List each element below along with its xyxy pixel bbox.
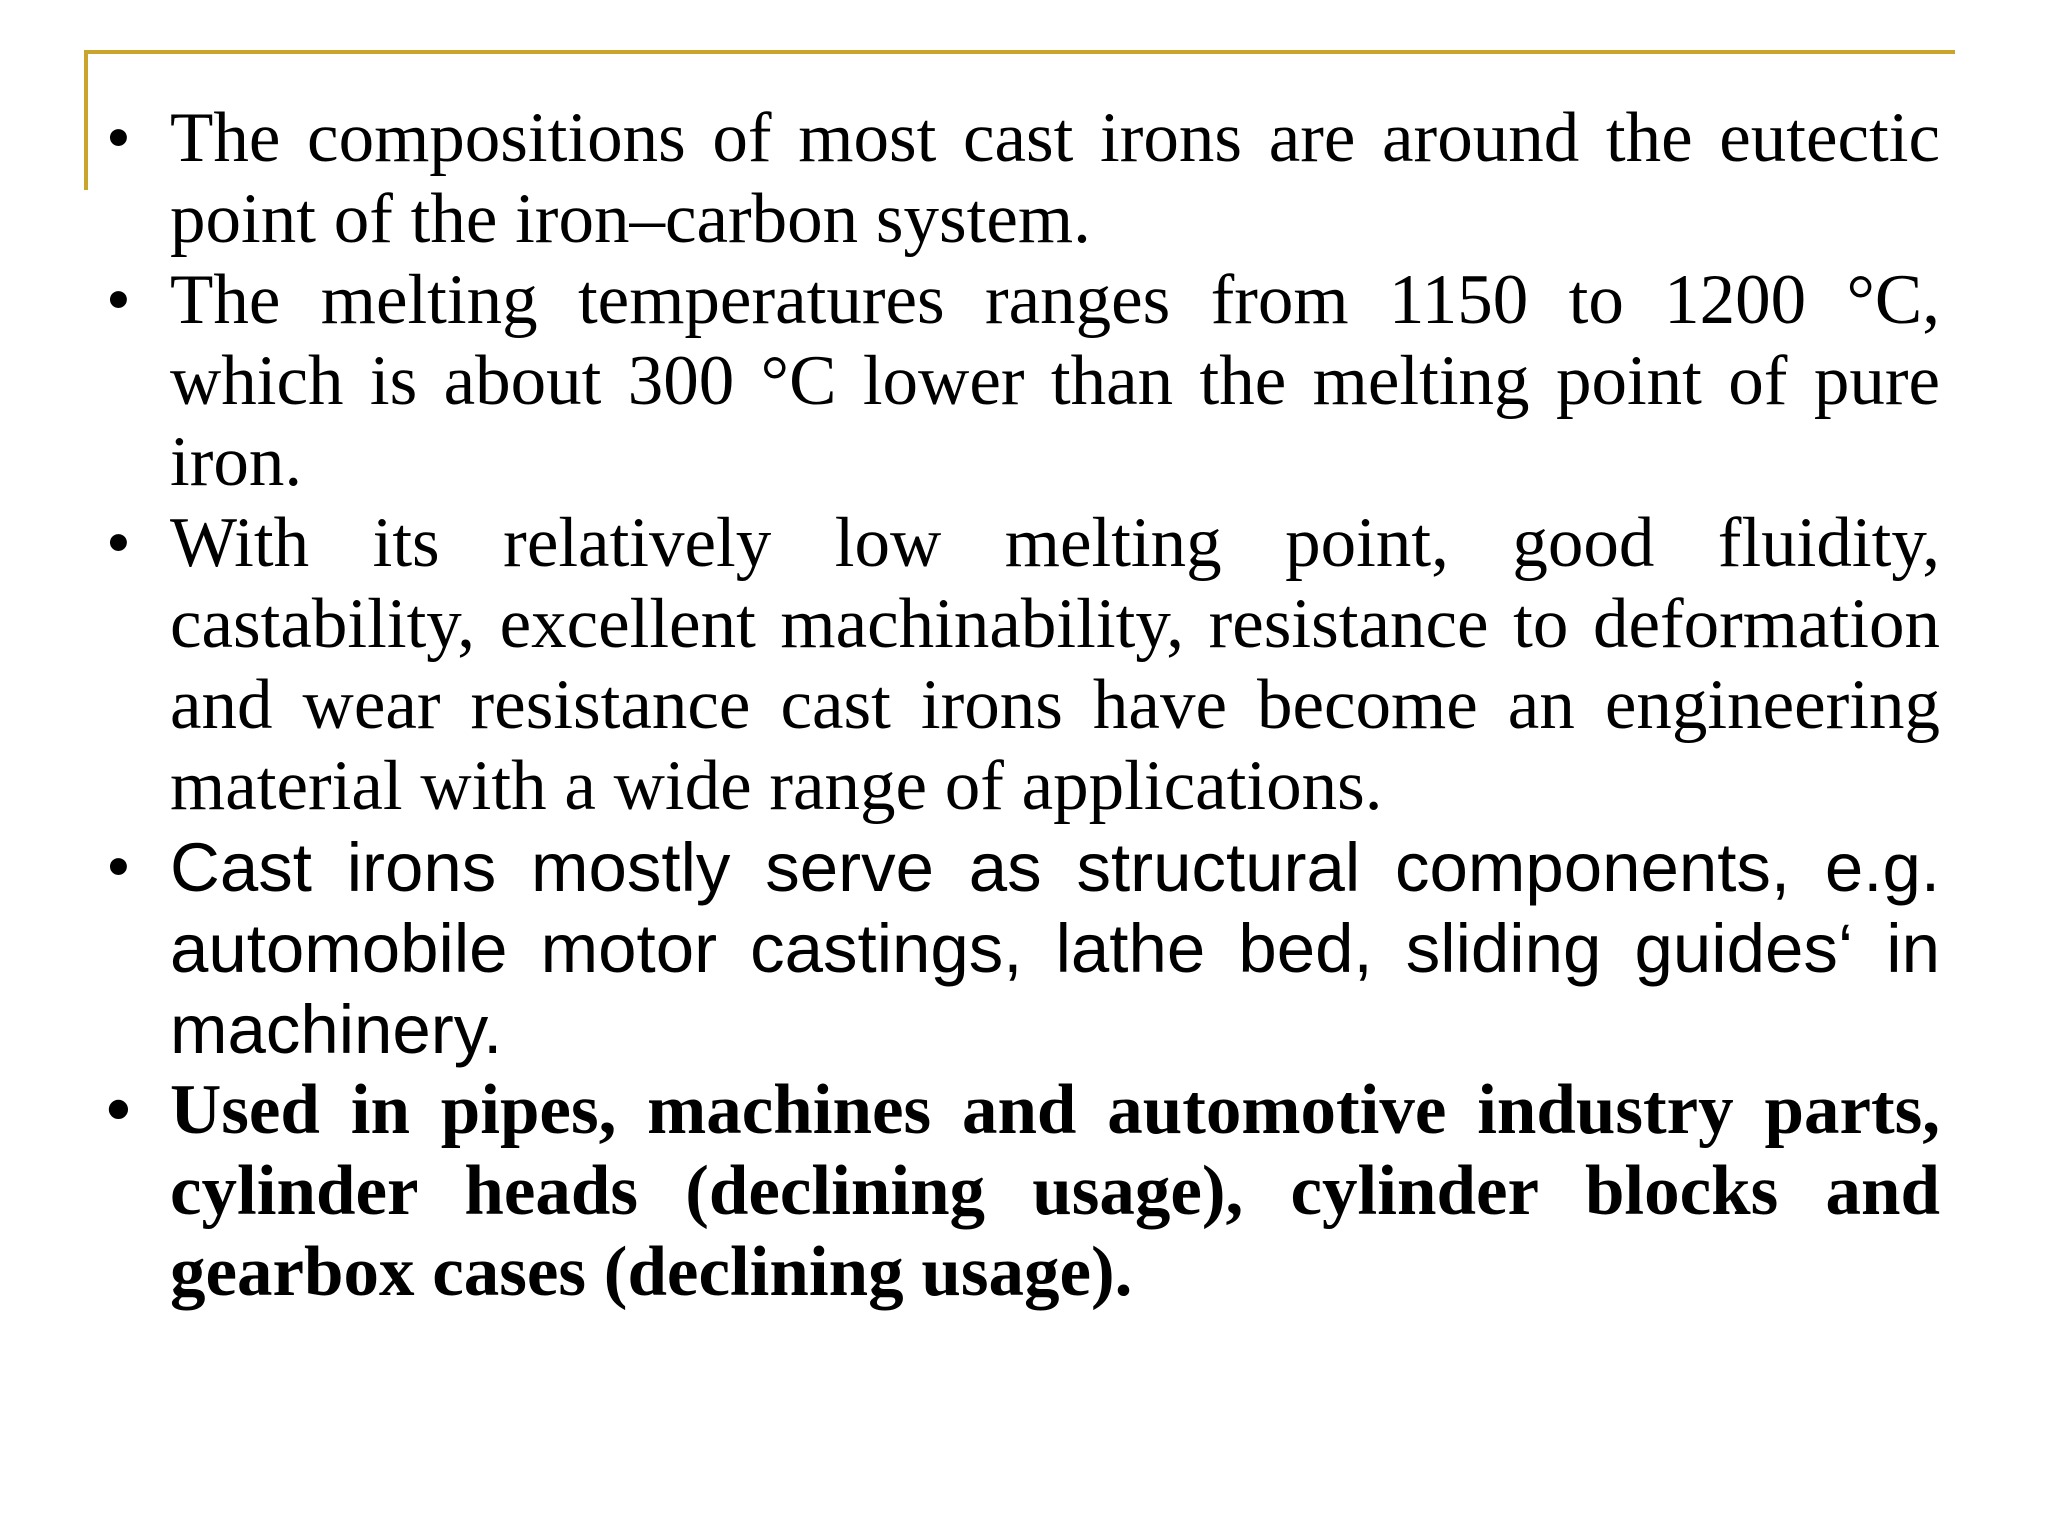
- bullet-marker: •: [106, 504, 131, 582]
- bullet-marker: •: [106, 99, 131, 177]
- accent-line-left: [84, 50, 88, 190]
- bullet-marker: •: [106, 828, 131, 906]
- bullet-item: [100, 260, 1940, 503]
- bullet-text: The compositions of most cast irons are around the eutectic point of the iron–carbon system.: [170, 99, 1940, 258]
- bullet-text: The melting temperatures ranges from 1150 to 1200 °C, which is about 300 °C lower than the melting point of pure iron.: [170, 261, 1940, 501]
- bullet-marker: •: [106, 261, 131, 339]
- accent-line-top: [84, 50, 1955, 54]
- bullet-item: [100, 503, 1940, 827]
- bullet-marker: •: [106, 1071, 131, 1149]
- bullet-list: [100, 98, 1940, 1313]
- bullet-text: Used in pipes, machines and automotive industry parts, cylinder heads (declining usage), cylinder blocks and gearbox cases (declining usage).: [170, 1071, 1940, 1311]
- bullet-text: Cast irons mostly serve as structural components, e.g. automobile motor castings, lathe bed, sliding guides‘ in machinery.: [170, 829, 1940, 1068]
- bullet-item: [100, 98, 1940, 260]
- bullet-text: With its relatively low melting point, good fluidity, castability, excellent machinability, resistance to deformation and wear resistance cast irons have become an engineering material with a wide range of applications.: [170, 504, 1940, 825]
- bullet-item: [100, 1070, 1940, 1313]
- bullet-item: [100, 827, 1940, 1070]
